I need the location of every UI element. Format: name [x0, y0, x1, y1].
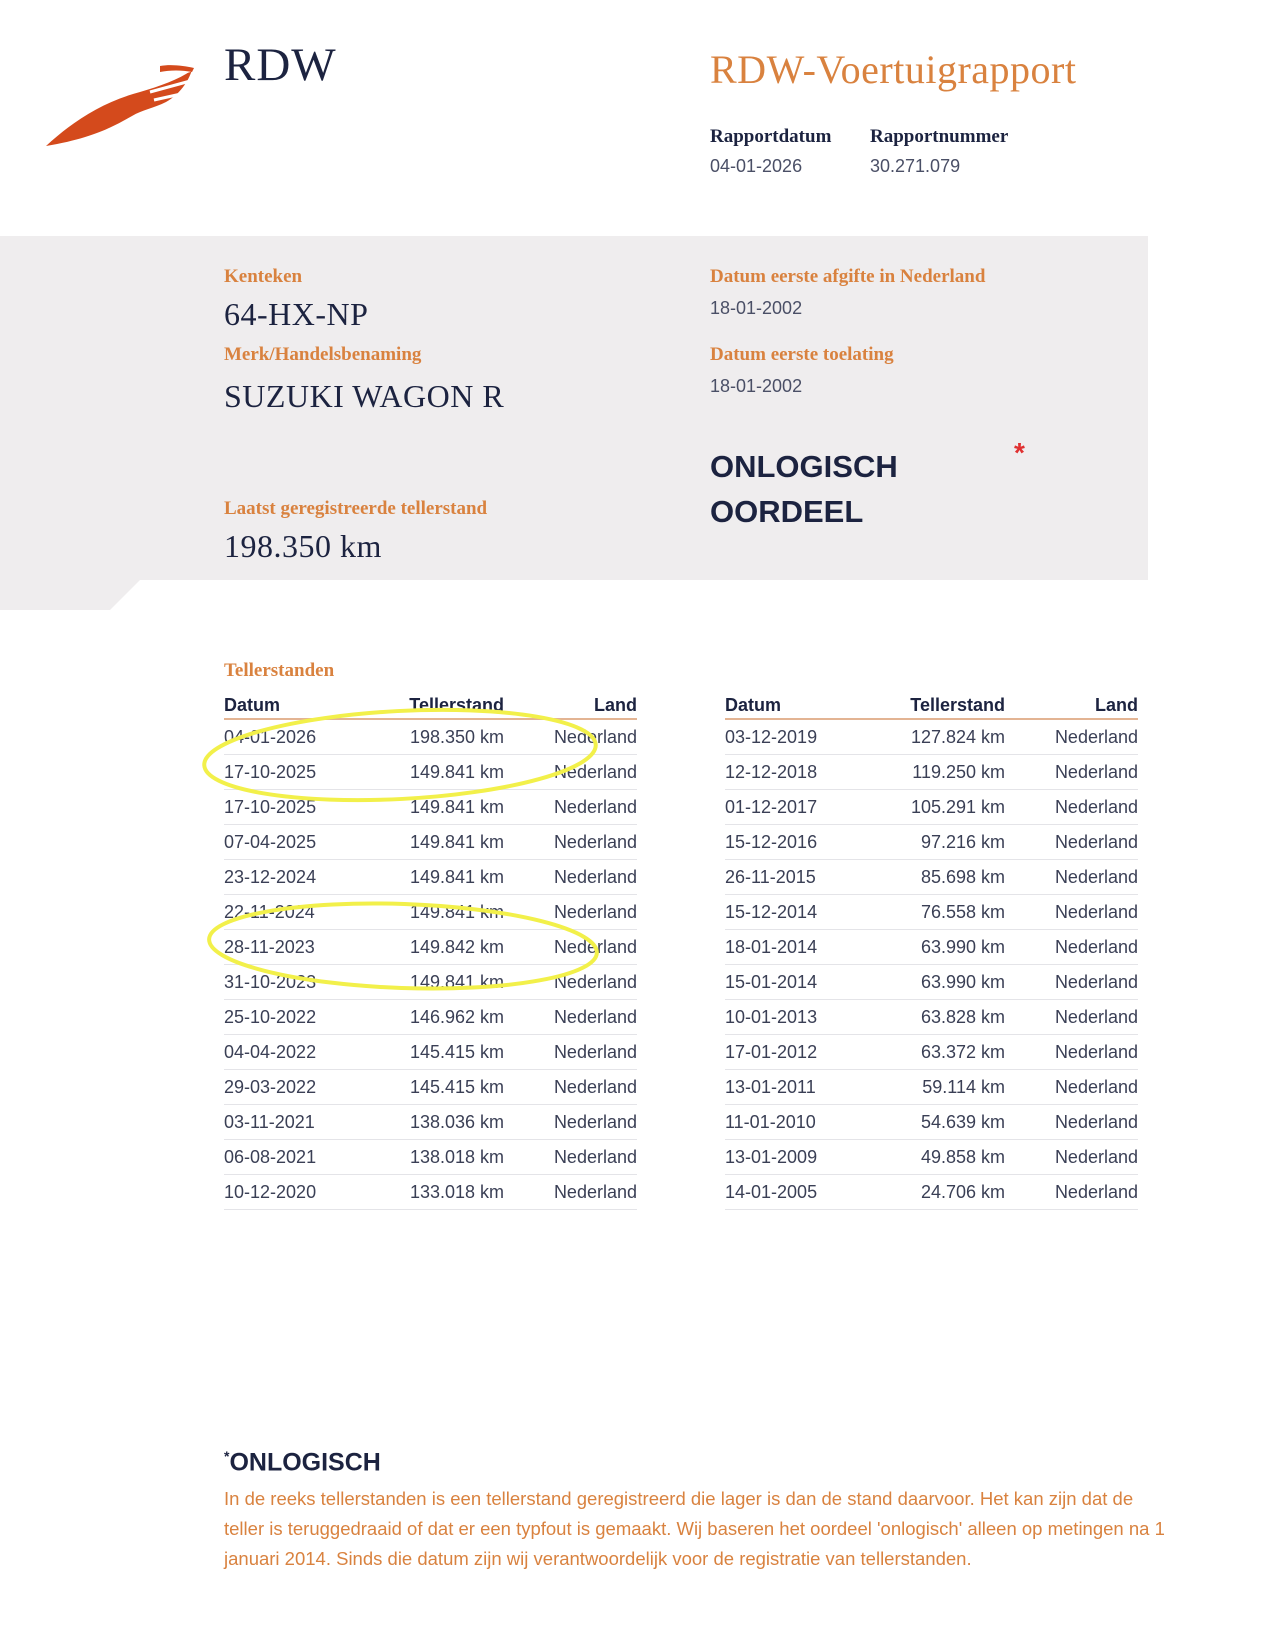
reading-date: 31-10-2023 — [224, 965, 374, 1000]
table-row — [224, 1000, 637, 1035]
reading-country: Nederland — [1005, 1105, 1138, 1140]
table-row — [725, 1105, 1138, 1140]
reading-date: 06-08-2021 — [224, 1140, 374, 1175]
reading-country: Nederland — [1005, 1140, 1138, 1175]
verdict-line-2: OORDEEL — [710, 494, 864, 529]
reading-km: 149.841 km — [374, 755, 504, 790]
table-row — [224, 965, 637, 1000]
reading-date: 11-01-2010 — [725, 1105, 875, 1140]
reading-date: 04-04-2022 — [224, 1035, 374, 1070]
reading-date: 13-01-2011 — [725, 1070, 875, 1105]
reading-date: 28-11-2023 — [224, 930, 374, 965]
reading-km: 97.216 km — [875, 825, 1005, 860]
rdw-logo-icon — [42, 64, 202, 154]
readings-title: Tellerstanden — [224, 660, 335, 681]
reading-country: Nederland — [504, 755, 637, 790]
reading-country: Nederland — [504, 930, 637, 965]
table-row — [725, 825, 1138, 860]
reading-km: 149.841 km — [374, 965, 504, 1000]
report-date-label: Rapportdatum — [710, 126, 832, 147]
table-row — [725, 1035, 1138, 1070]
readings-table-left — [224, 686, 637, 1210]
reading-km: 54.639 km — [875, 1105, 1005, 1140]
reading-date: 29-03-2022 — [224, 1070, 374, 1105]
reading-country: Nederland — [504, 860, 637, 895]
reading-country: Nederland — [1005, 895, 1138, 930]
reading-country: Nederland — [504, 895, 637, 930]
reading-date: 03-11-2021 — [224, 1105, 374, 1140]
table-row — [725, 755, 1138, 790]
reading-country: Nederland — [1005, 930, 1138, 965]
reading-country: Nederland — [504, 1140, 637, 1175]
reading-country: Nederland — [504, 1070, 637, 1105]
reading-km: 63.990 km — [875, 965, 1005, 1000]
plate-value: 64-HX-NP — [224, 296, 369, 332]
reading-country: Nederland — [504, 965, 637, 1000]
footnote-heading: ONLOGISCH — [229, 1448, 381, 1477]
reading-km: 85.698 km — [875, 860, 1005, 895]
reading-km: 63.372 km — [875, 1035, 1005, 1070]
reading-date: 17-10-2025 — [224, 755, 374, 790]
reading-date: 17-01-2012 — [725, 1035, 875, 1070]
table-row — [224, 1175, 637, 1210]
table-row — [224, 1105, 637, 1140]
table-row — [725, 895, 1138, 930]
first-admission-date: 18-01-2002 — [710, 376, 803, 396]
footnote-title — [224, 1448, 381, 1477]
first-issue-nl-date: 18-01-2002 — [710, 298, 803, 318]
reading-date: 18-01-2014 — [725, 930, 875, 965]
brand-name: RDW — [224, 39, 337, 91]
table-row — [224, 1035, 637, 1070]
reading-km: 105.291 km — [875, 790, 1005, 825]
footnote-marker: * — [224, 1448, 230, 1464]
readings-table-right — [725, 686, 1138, 1210]
reading-country: Nederland — [504, 719, 637, 755]
table-row — [224, 895, 637, 930]
col-date-header: Datum — [224, 686, 374, 719]
odometer-value: 198.350 km — [224, 528, 382, 564]
verdict-asterisk: * — [1014, 437, 1025, 468]
table-row — [725, 1070, 1138, 1105]
verdict-line-1: ONLOGISCH — [710, 449, 898, 484]
reading-date: 13-01-2009 — [725, 1140, 875, 1175]
reading-country: Nederland — [1005, 755, 1138, 790]
reading-country: Nederland — [504, 825, 637, 860]
make-value: SUZUKI WAGON R — [224, 378, 505, 414]
reading-country: Nederland — [504, 790, 637, 825]
reading-date: 01-12-2017 — [725, 790, 875, 825]
table-row — [725, 930, 1138, 965]
reading-date: 25-10-2022 — [224, 1000, 374, 1035]
report-number-label: Rapportnummer — [870, 126, 1009, 147]
table-row — [224, 825, 637, 860]
reading-km: 138.036 km — [374, 1105, 504, 1140]
col-country-header: Land — [504, 686, 637, 719]
reading-km: 63.990 km — [875, 930, 1005, 965]
plate-label: Kenteken — [224, 266, 303, 287]
reading-country: Nederland — [1005, 719, 1138, 755]
reading-country: Nederland — [504, 1175, 637, 1210]
reading-date: 04-01-2026 — [224, 719, 374, 755]
reading-date: 07-04-2025 — [224, 825, 374, 860]
reading-km: 127.824 km — [875, 719, 1005, 755]
reading-date: 15-12-2014 — [725, 895, 875, 930]
reading-km: 145.415 km — [374, 1070, 504, 1105]
table-row — [224, 860, 637, 895]
reading-km: 49.858 km — [875, 1140, 1005, 1175]
footnote-text: In de reeks tellerstanden is een tellerstand geregistreerd die lager is dan de stand daarvoor. Het kan zijn dat de teller is teruggedraaid of dat er een typfout is gemaakt. Wij baseren het oordeel 'onlogisch' alleen op metingen na 1 januari 2014. Sinds die datum zijn wij verantwoordelijk voor de registratie van tellerstanden. — [224, 1488, 1165, 1569]
reading-date: 22-11-2024 — [224, 895, 374, 930]
col-meter-header: Tellerstand — [374, 686, 504, 719]
reading-date: 14-01-2005 — [725, 1175, 875, 1210]
table-row — [725, 965, 1138, 1000]
col-country-header: Land — [1005, 686, 1138, 719]
table-row — [224, 790, 637, 825]
table-row — [224, 719, 637, 755]
reading-km: 149.842 km — [374, 930, 504, 965]
reading-km: 198.350 km — [374, 719, 504, 755]
table-row — [224, 1140, 637, 1175]
reading-km: 63.828 km — [875, 1000, 1005, 1035]
table-row — [224, 930, 637, 965]
report-date: 04-01-2026 — [710, 156, 803, 176]
reading-date: 17-10-2025 — [224, 790, 374, 825]
reading-country: Nederland — [1005, 1175, 1138, 1210]
first-admission-label: Datum eerste toelating — [710, 344, 894, 365]
report-title: RDW-Voertuigrapport — [710, 47, 1077, 92]
reading-km: 138.018 km — [374, 1140, 504, 1175]
odometer-label: Laatst geregistreerde tellerstand — [224, 498, 488, 519]
reading-km: 76.558 km — [875, 895, 1005, 930]
reading-km: 149.841 km — [374, 895, 504, 930]
reading-country: Nederland — [1005, 825, 1138, 860]
verdict — [710, 444, 898, 534]
col-meter-header: Tellerstand — [875, 686, 1005, 719]
reading-km: 24.706 km — [875, 1175, 1005, 1210]
reading-date: 15-12-2016 — [725, 825, 875, 860]
col-date-header: Datum — [725, 686, 875, 719]
table-row — [224, 1070, 637, 1105]
reading-km: 145.415 km — [374, 1035, 504, 1070]
reading-km: 59.114 km — [875, 1070, 1005, 1105]
reading-date: 10-01-2013 — [725, 1000, 875, 1035]
table-row — [224, 755, 637, 790]
reading-km: 149.841 km — [374, 860, 504, 895]
reading-country: Nederland — [504, 1035, 637, 1070]
reading-date: 10-12-2020 — [224, 1175, 374, 1210]
reading-km: 146.962 km — [374, 1000, 504, 1035]
reading-km: 149.841 km — [374, 790, 504, 825]
reading-km: 149.841 km — [374, 825, 504, 860]
reading-date: 12-12-2018 — [725, 755, 875, 790]
reading-country: Nederland — [1005, 1000, 1138, 1035]
reading-date: 03-12-2019 — [725, 719, 875, 755]
table-row — [725, 790, 1138, 825]
reading-country: Nederland — [1005, 860, 1138, 895]
reading-date: 23-12-2024 — [224, 860, 374, 895]
reading-date: 26-11-2015 — [725, 860, 875, 895]
reading-date: 15-01-2014 — [725, 965, 875, 1000]
reading-country: Nederland — [504, 1105, 637, 1140]
reading-country: Nederland — [1005, 1035, 1138, 1070]
reading-country: Nederland — [504, 1000, 637, 1035]
table-row — [725, 1175, 1138, 1210]
reading-country: Nederland — [1005, 790, 1138, 825]
table-row — [725, 860, 1138, 895]
reading-country: Nederland — [1005, 1070, 1138, 1105]
make-label: Merk/Handelsbenaming — [224, 344, 422, 365]
reading-km: 133.018 km — [374, 1175, 504, 1210]
table-row — [725, 719, 1138, 755]
table-row — [725, 1000, 1138, 1035]
report-number: 30.271.079 — [870, 156, 961, 176]
reading-country: Nederland — [1005, 965, 1138, 1000]
table-row — [725, 1140, 1138, 1175]
reading-km: 119.250 km — [875, 755, 1005, 790]
first-issue-nl-label: Datum eerste afgifte in Nederland — [710, 266, 986, 287]
panel-notch — [0, 580, 140, 610]
